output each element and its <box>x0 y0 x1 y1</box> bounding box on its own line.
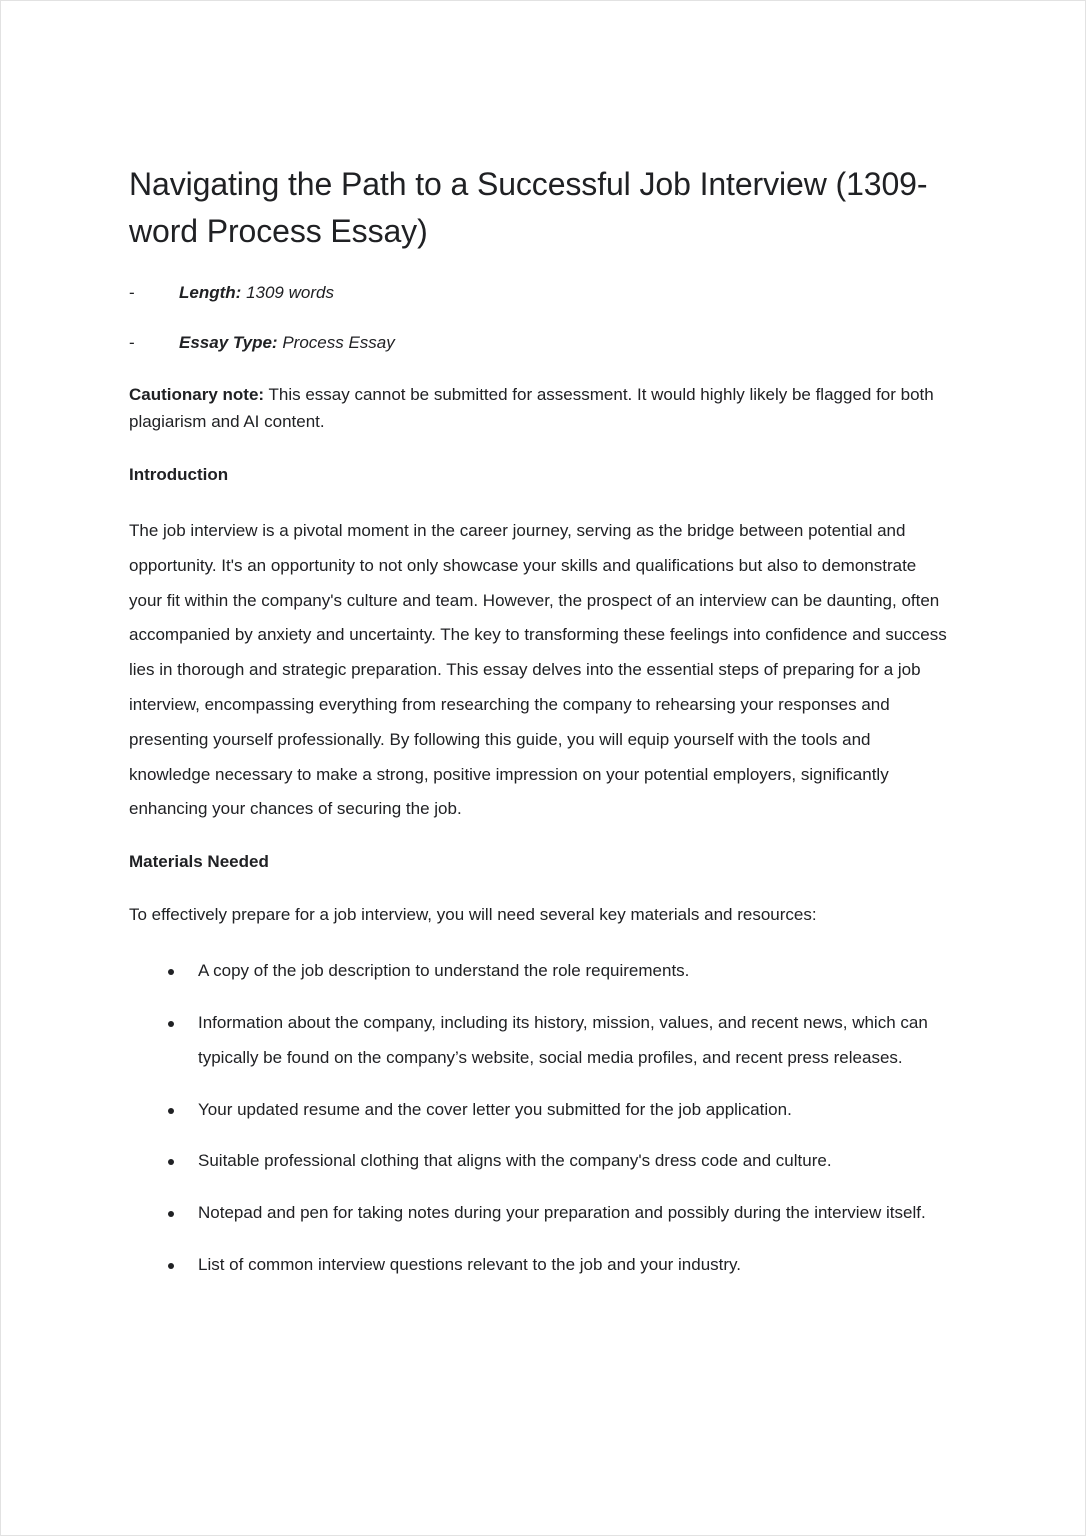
document-content <box>129 161 953 1300</box>
metadata-label-essay-type: Essay Type: <box>179 333 278 352</box>
list-item: A copy of the job description to understand the role requirements. <box>129 954 953 989</box>
list-item: Information about the company, including its history, mission, values, and recent news, which can typically be found on the company’s website, social media profiles, and recent press releases. <box>129 1006 953 1076</box>
metadata-essay-type <box>179 331 395 355</box>
cautionary-note-label: Cautionary note: <box>129 385 265 404</box>
list-item: Your updated resume and the cover letter you submitted for the job application. <box>129 1093 953 1128</box>
cautionary-note <box>129 381 953 435</box>
page-title-line-1: Navigating the Path to a Successful Job Interview <box>129 166 827 202</box>
metadata-label-length: Length: <box>179 283 242 302</box>
cautionary-note-text: This essay cannot be submitted for assessment. It would highly likely be flagged for both plagiarism and AI content. <box>129 385 934 431</box>
list-item: List of common interview questions relevant to the job and your industry. <box>129 1248 953 1283</box>
metadata-length <box>179 281 334 305</box>
metadata-row-essay-type <box>129 331 953 355</box>
list-dash-marker: - <box>129 283 135 302</box>
section-paragraph-introduction: The job interview is a pivotal moment in the career journey, serving as the bridge between potential and opportunity. It's an opportunity to not only showcase your skills and qualifications but also to demonstrate your fit within the company's culture and team. However, the prospect of an interview can be daunting, often accompanied by anxiety and uncertainty. The key to transforming these feelings into confidence and success lies in thorough and strategic preparation. This essay delves into the essential steps of preparing for a job interview, encompassing everything from researching the company to rehearsing your responses and presenting yourself professionally. By following this guide, you will equip yourself with the tools and knowledge necessary to make a strong, positive impression on your potential employers, significantly enhancing your chances of securing the job. <box>129 521 947 819</box>
list-dash-marker: - <box>129 333 135 352</box>
section-heading-materials-needed: Materials Needed <box>129 852 269 872</box>
list-item: Notepad and pen for taking notes during your preparation and possibly during the interview itself. <box>129 1196 953 1231</box>
metadata-value-essay-type: Process Essay <box>282 333 395 352</box>
metadata-value-length: 1309 words <box>246 283 334 302</box>
list-item: Suitable professional clothing that aligns with the company's dress code and culture. <box>129 1144 953 1179</box>
page-title-line-2: (1309-word Process Essay) <box>129 166 928 249</box>
section-heading-introduction: Introduction <box>129 465 229 484</box>
section-paragraph-materials-needed: To effectively prepare for a job interview, you will need several key materials and resources: <box>129 905 817 925</box>
page-title <box>129 161 953 255</box>
metadata-row-length <box>129 281 953 305</box>
materials-list <box>129 954 953 1283</box>
